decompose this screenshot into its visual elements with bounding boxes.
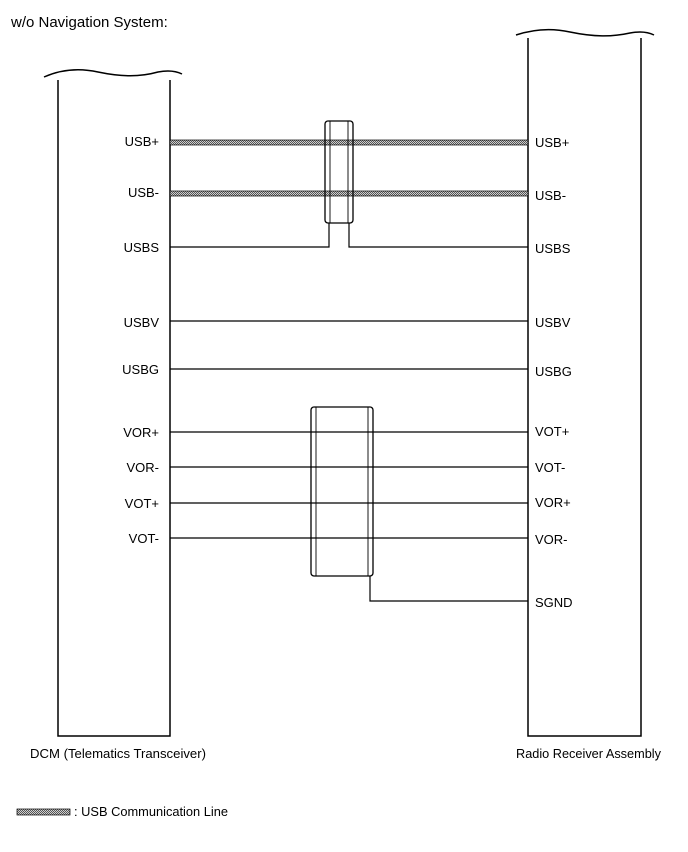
right-pin-vot-minus: VOT- [535, 460, 566, 475]
usbs-wire-left [170, 223, 329, 247]
right-pin-vot-plus: VOT+ [535, 424, 570, 439]
left-pin-usb-plus: USB+ [124, 134, 159, 149]
diagram-title: w/o Navigation System: [11, 14, 168, 31]
usb-shield [325, 121, 353, 223]
legend-label: : USB Communication Line [74, 804, 228, 819]
left-pin-vot-minus: VOT- [128, 531, 159, 546]
usb-plus-wire [170, 140, 528, 145]
sgnd-wire [370, 576, 528, 601]
left-pin-usb-minus: USB- [127, 185, 159, 200]
right-pin-usbg: USBG [535, 364, 572, 379]
usb-minus-wire [170, 191, 528, 196]
right-pin-usb-plus: USB+ [535, 135, 570, 150]
right-pin-usb-minus: USB- [535, 188, 567, 203]
right-pin-vor-minus: VOR- [535, 532, 568, 547]
left-pin-usbv: USBV [123, 315, 159, 330]
left-pin-usbs: USBS [123, 240, 159, 255]
legend-usb-line-swatch [17, 809, 70, 815]
left-pin-vot-plus: VOT+ [124, 496, 159, 511]
left-component-body [44, 70, 182, 736]
right-pin-usbs: USBS [535, 241, 571, 256]
left-component-name: DCM (Telematics Transceiver) [30, 746, 207, 761]
right-pin-usbv: USBV [535, 315, 571, 330]
usbs-wire-right [349, 223, 528, 247]
right-component-name: Radio Receiver Assembly [516, 746, 662, 761]
left-pin-vor-minus: VOR- [126, 460, 159, 475]
legend [17, 804, 228, 819]
left-pin-usbg: USBG [122, 362, 159, 377]
right-pin-sgnd: SGND [535, 595, 573, 610]
left-pin-vor-plus: VOR+ [123, 425, 159, 440]
right-pin-vor-plus: VOR+ [535, 495, 571, 510]
